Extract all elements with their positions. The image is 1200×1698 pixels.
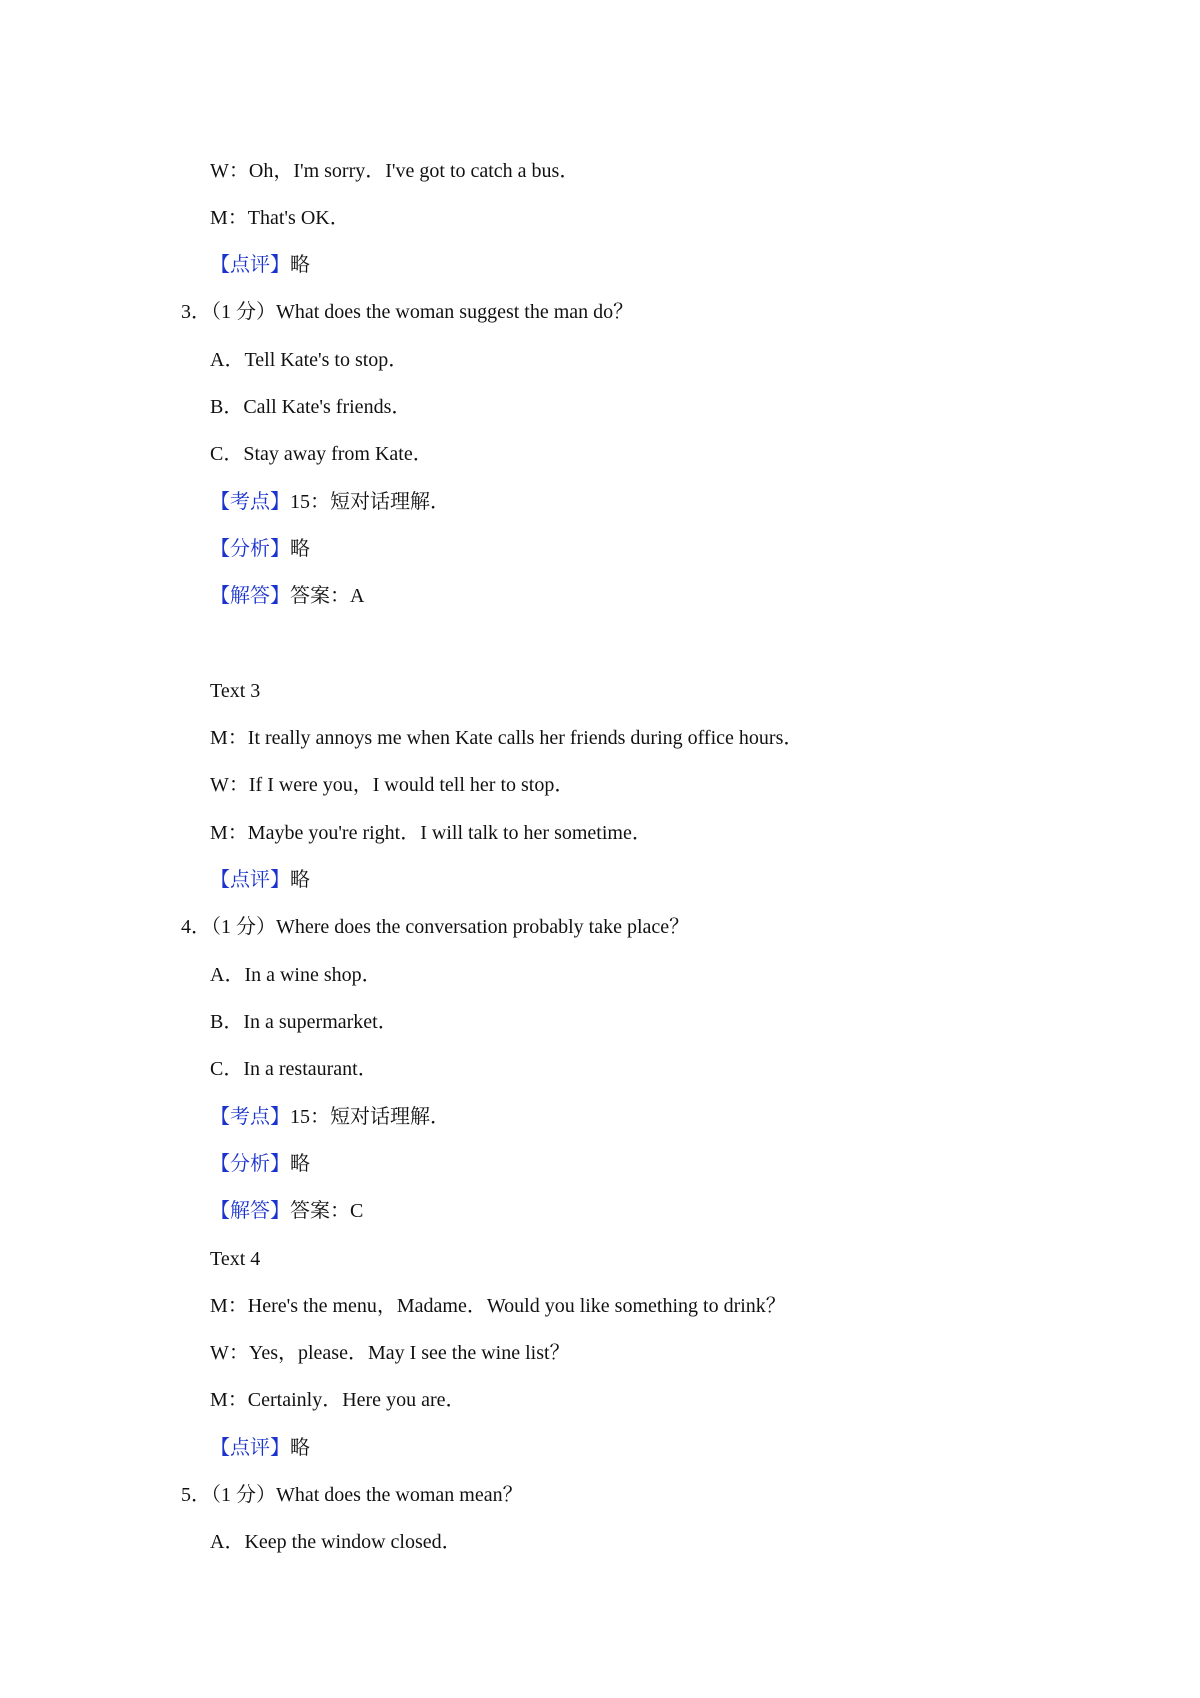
dialogue-line: M：Maybe you're right．I will talk to her sometime． (210, 822, 652, 844)
comment-line: 【点评】略 (210, 254, 310, 276)
answer-line: 【解答】答案：C (210, 1200, 364, 1222)
option-a: A．Tell Kate's to stop． (210, 349, 409, 371)
analysis-tag: 【分析】 (210, 1153, 290, 1175)
analysis-tag: 【分析】 (210, 538, 290, 560)
question-5: 5．（1 分）What does the woman mean？ (181, 1484, 523, 1506)
dialogue-line: M：Here's the menu，Madame．Would you like something to drink？ (210, 1295, 786, 1317)
text-heading: Text 3 (210, 680, 261, 702)
dialogue-line: W：Oh，I'm sorry．I've got to catch a bus． (210, 160, 580, 182)
comment-tag: 【点评】 (210, 1437, 290, 1459)
answer-tag: 【解答】 (210, 1200, 290, 1222)
analysis-line: 【分析】略 (210, 1153, 310, 1175)
option-b: B．In a supermarket． (210, 1011, 398, 1033)
analysis-line: 【分析】略 (210, 538, 310, 560)
option-a: A．In a wine shop． (210, 964, 382, 986)
comment-line: 【点评】略 (210, 1437, 310, 1459)
topic-tag: 【考点】 (210, 491, 290, 513)
option-c: C．In a restaurant． (210, 1058, 378, 1080)
comment-tag: 【点评】 (210, 254, 290, 276)
dialogue-line: W：Yes，please．May I see the wine list？ (210, 1342, 570, 1364)
question-3: 3．（1 分）What does the woman suggest the man do？ (181, 301, 634, 323)
comment-tag: 【点评】 (210, 869, 290, 891)
option-a: A．Keep the window closed． (210, 1531, 462, 1553)
text-heading: Text 4 (210, 1248, 261, 1270)
question-4: 4．（1 分）Where does the conversation probably take place？ (181, 916, 690, 938)
topic-tag: 【考点】 (210, 1106, 290, 1128)
dialogue-line: M：That's OK． (210, 207, 350, 229)
option-c: C．Stay away from Kate． (210, 443, 433, 465)
comment-line: 【点评】略 (210, 869, 310, 891)
answer-line: 【解答】答案：A (210, 585, 365, 607)
topic-line: 【考点】15：短对话理解． (210, 491, 450, 513)
dialogue-line: M：It really annoys me when Kate calls her friends during office hours． (210, 727, 804, 749)
answer-tag: 【解答】 (210, 585, 290, 607)
dialogue-line: M：Certainly．Here you are． (210, 1389, 466, 1411)
dialogue-line: W：If I were you，I would tell her to stop． (210, 774, 575, 796)
topic-line: 【考点】15：短对话理解． (210, 1106, 450, 1128)
option-b: B．Call Kate's friends． (210, 396, 412, 418)
